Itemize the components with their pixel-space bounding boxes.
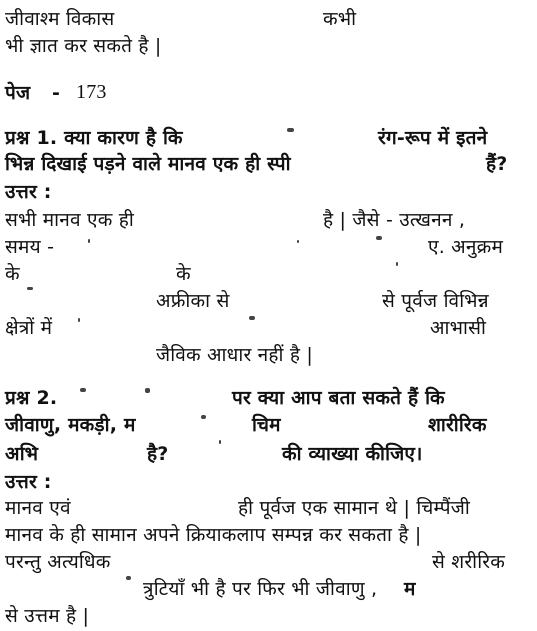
redaction-mark: [376, 236, 382, 240]
page-number: 173: [76, 81, 107, 103]
answer-1-text: ए. अनुक्रम: [428, 236, 504, 258]
answer-1-text: से पूर्वज विभिन्न: [382, 290, 489, 312]
question-1-text: भिन्न दिखाई पड़ने वाले मानव एक ही स्पी: [5, 153, 291, 175]
answer-2-text: परन्तु अत्यधिक: [5, 551, 111, 573]
answer-label: उत्तर :: [5, 471, 52, 493]
intro-text: भी ज्ञात कर सकते है |: [5, 35, 162, 57]
redaction-mark: [297, 240, 299, 243]
question-2-text: शारीरिक: [428, 414, 487, 436]
answer-2-text: म: [404, 578, 416, 600]
question-2-text: है?: [147, 443, 169, 465]
answer-1-text: जैविक आधार नहीं है |: [156, 344, 313, 366]
redaction-mark: [126, 576, 131, 580]
page-label: पेज: [5, 82, 31, 104]
intro-text: कभी: [323, 8, 357, 30]
redaction-mark: [249, 316, 255, 320]
answer-2-text: मानव के ही सामान अपने क्रियाकलाप सम्पन्न कर सकता है |: [5, 524, 422, 546]
question-1-text: प्रश्न 1. क्या कारण है कि: [5, 127, 183, 149]
redaction-mark: [287, 128, 294, 132]
answer-1-text: है | जैसे - उत्खनन ,: [323, 209, 466, 231]
answer-2-text: मानव एवं: [5, 497, 71, 519]
answer-1-text: के: [176, 263, 191, 285]
question-1-text: हैं?: [486, 153, 508, 175]
redaction-mark: [145, 388, 150, 393]
question-2-text: चिम: [252, 414, 281, 436]
redaction-mark: [78, 318, 80, 322]
question-2-text: की व्याख्या कीजिए।: [282, 443, 423, 465]
question-1-text: रंग-रूप में इतने: [378, 127, 488, 149]
redaction-mark: [396, 262, 398, 266]
redaction-mark: [201, 415, 206, 419]
answer-2-text: त्रुटियाँ भी है पर फिर भी जीवाणु ,: [143, 578, 378, 600]
answer-2-text: ही पूर्वज एक सामान थे | चिम्पैंजी: [238, 497, 470, 519]
redaction-mark: [88, 239, 90, 243]
answer-1-text: आभासी: [430, 317, 487, 339]
answer-label: उत्तर :: [5, 181, 52, 203]
answer-1-text: अफ्रीका से: [156, 290, 230, 312]
answer-1-text: क्षेत्रों में: [5, 317, 53, 339]
question-2-text: अभि: [5, 443, 39, 465]
question-2-text: प्रश्न 2.: [5, 387, 58, 409]
answer-2-text: से शरीरिक: [432, 551, 505, 573]
page-dash: -: [52, 82, 61, 104]
answer-1-text: के: [5, 263, 20, 285]
redaction-mark: [27, 287, 33, 290]
question-2-text: पर क्या आप बता सकते हैं कि: [232, 387, 445, 409]
answer-2-text: से उत्तम है |: [5, 605, 90, 627]
answer-1-text: समय -: [5, 236, 55, 258]
question-2-text: जीवाणु, मकड़ी, म: [5, 414, 136, 436]
answer-1-text: सभी मानव एक ही: [5, 209, 134, 231]
redaction-mark: [80, 388, 86, 392]
intro-text: जीवाश्म विकास: [5, 8, 115, 30]
redaction-mark: [219, 440, 221, 444]
